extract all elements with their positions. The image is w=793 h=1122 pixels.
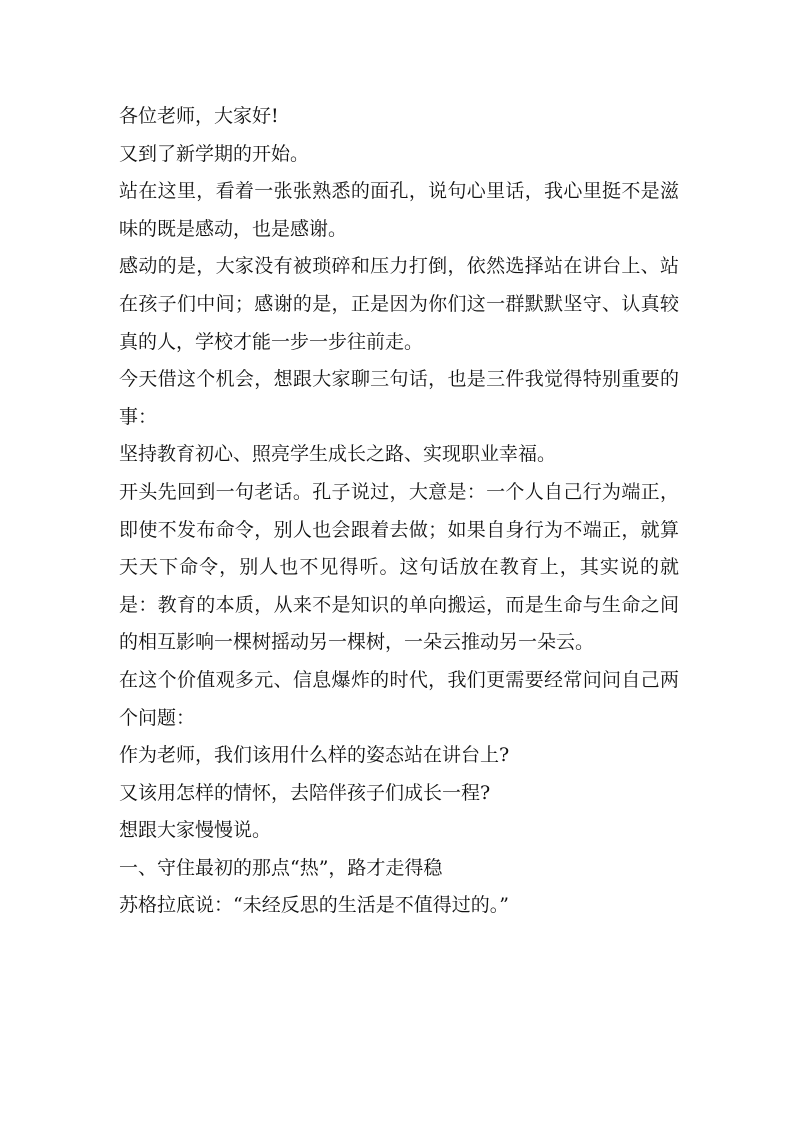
paragraph: 坚持教育初心、照亮学生成长之路、实现职业幸福。 — [119, 443, 557, 466]
greeting-paragraph: 各位老师，大家好! — [119, 105, 279, 127]
paragraph: 作为老师，我们该用什么样的姿态站在讲台上? — [119, 744, 510, 767]
paragraph: 在这个价值观多元、信息爆炸的时代，我们更需要经常问问自己两个问题： — [119, 668, 679, 729]
paragraph: 开头先回到一句老话。孔子说过，大意是：一个人自己行为端正，即使不发布命令，别人也会跟着去做；如果自身行为不端正，就算天天下命令，别人也不见得听。这句话放在教育上，其实说的就是：教育的本质，从来不是知识的单向搬运，而是生命与生命之间的相互影响一棵树摇动另一棵树，一朵云推动另一朵云。 — [119, 480, 679, 654]
section-heading: 一、守住最初的那点“热”，路才走得稳 — [119, 856, 443, 879]
paragraph: 站在这里，看着一张张熟悉的面孔，说句心里话，我心里挺不是滋味的既是感动，也是感谢。 — [119, 180, 679, 240]
paragraph: 今天借这个机会，想跟大家聊三句话，也是三件我觉得特别重要的事： — [119, 368, 679, 428]
paragraph: 想跟大家慢慢说。 — [119, 819, 272, 842]
paragraph: 感动的是，大家没有被琐碎和压力打倒，依然选择站在讲台上、站在孩子们中间；感谢的是，正是因为你们这一群默默坚守、认真较真的人，学校才能一步一步往前走。 — [119, 255, 679, 353]
document-body — [119, 98, 679, 925]
paragraph: 又该用怎样的情怀，去陪伴孩子们成长一程? — [119, 781, 491, 804]
quote-paragraph: 苏格拉底说：“未经反思的生活是不值得过的。” — [119, 894, 509, 917]
paragraph: 又到了新学期的开始。 — [119, 142, 310, 165]
